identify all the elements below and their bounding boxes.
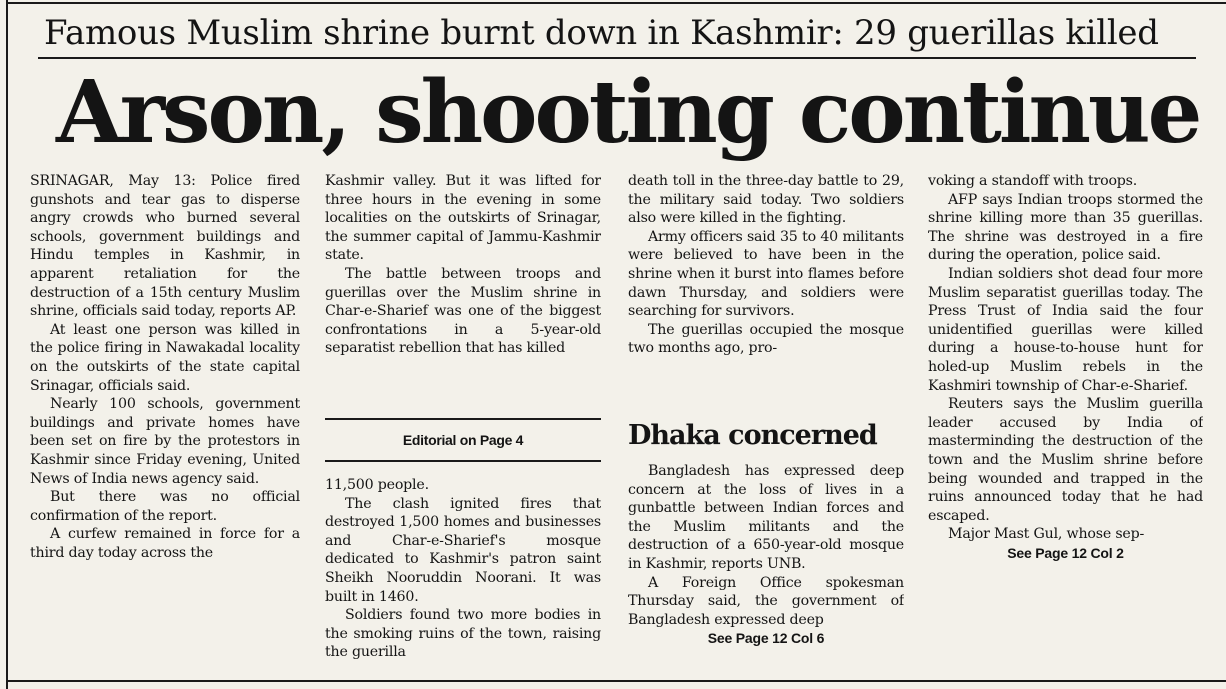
paragraph: But there was no official confirmation of the report.	[30, 489, 300, 524]
paragraph: Nearly 100 schools, government buildings and private homes have been set on fire by the protestors in Kashmir since Friday evening, United News of India news agency said.	[30, 396, 300, 487]
paragraph: voking a standoff with troops.	[928, 173, 1138, 189]
paragraph: Reuters says the Muslim guerilla leader accused by India of masterminding the destruction of the town and the Muslim shrine before being wounded and trapped in the ruins announced today that he had escaped.	[928, 396, 1203, 524]
paragraph: The guerillas occupied the mosque two months ago, pro-	[628, 321, 904, 357]
paragraph: The clash ignited fires that destroyed 1,500 homes and businesses and Char-e-Sharief's mosque dedicated to Kashmir's patron saint Sheikh Nooruddin Noorani. It was built in 1460.	[325, 495, 601, 605]
paragraph: Indian soldiers shot dead four more Muslim separatist guerillas today. The Press Trust of India said the four unidentified guerillas were killed during a house-to-house hunt for holed-up Muslim rebels in the Kashmiri township of Char-e-Sharief.	[928, 265, 1203, 394]
kicker-headline: Famous Muslim shrine burnt down in Kashmir: 29 guerillas killed	[44, 13, 1159, 53]
paragraph: 11,500 people.	[325, 477, 429, 493]
editorial-reference-box: Editorial on Page 4	[325, 418, 601, 462]
article-column-1	[30, 172, 300, 677]
continuation-jump: See Page 12 Col 2	[1007, 544, 1124, 561]
paragraph: death toll in the three-day battle to 29, the military said today. Two soldiers also were killed in the fighting.	[628, 173, 904, 227]
article-column-2	[325, 172, 601, 677]
bottom-rule	[6, 680, 1226, 682]
paragraph: The battle between troops and guerillas over the Muslim shrine in Char-e-Sharief was one of the biggest confrontations in a 5-year-old separatist rebellion that has killed	[325, 265, 601, 357]
paragraph: Bangladesh has expressed deep concern at the loss of lives in a gunbattle between Indian forces and the Muslim militants and the destruction of a 650-year-old mosque in Kashmir, reports UNB.	[628, 463, 904, 572]
continuation-jump: See Page 12 Col 6	[707, 630, 825, 647]
article-column-3	[628, 172, 904, 677]
paragraph: Major Mast Gul, whose sep-	[948, 526, 1145, 543]
paragraph: AFP says Indian troops stormed the shrine killing more than 35 guerillas. The shrine was destroyed in a fire during the operation, police said.	[928, 191, 1203, 264]
paragraph: Soldiers found two more bodies in the smoking ruins of the town, raising the guerilla	[325, 607, 601, 661]
paragraph: Kashmir valley. But it was lifted for three hours in the evening in some localities on the outskirts of Srinagar, the summer capital of Jammu-Kashmir state.	[325, 173, 601, 264]
paragraph: SRINAGAR, May 13: Police fired gunshots and tear gas to disperse angry crowds who burned several schools, government buildings and Hindu temples in Kashmir, in apparent retaliation for the destruction of a 15th century Muslim shrine, officials said today, reports AP.	[30, 173, 300, 320]
paragraph: A curfew remained in force for a third day today across the	[30, 526, 300, 561]
article-column-4	[928, 172, 1203, 677]
subheadline: Dhaka concerned	[628, 420, 877, 451]
paragraph: At least one person was killed in the police firing in Nawakadal locality on the outskirts of the state capital Srinagar, officials said.	[30, 321, 300, 394]
paragraph: A Foreign Office spokesman Thursday said, the government of Bangladesh expressed deep	[628, 574, 904, 628]
top-rule	[6, 2, 1226, 4]
main-headline: Arson, shooting continue	[56, 62, 1200, 163]
paragraph: Army officers said 35 to 40 militants were believed to have been in the shrine when it burst into flames before dawn Thursday, and soldiers were searching for survivors.	[628, 228, 904, 320]
left-column-rule	[6, 0, 8, 689]
